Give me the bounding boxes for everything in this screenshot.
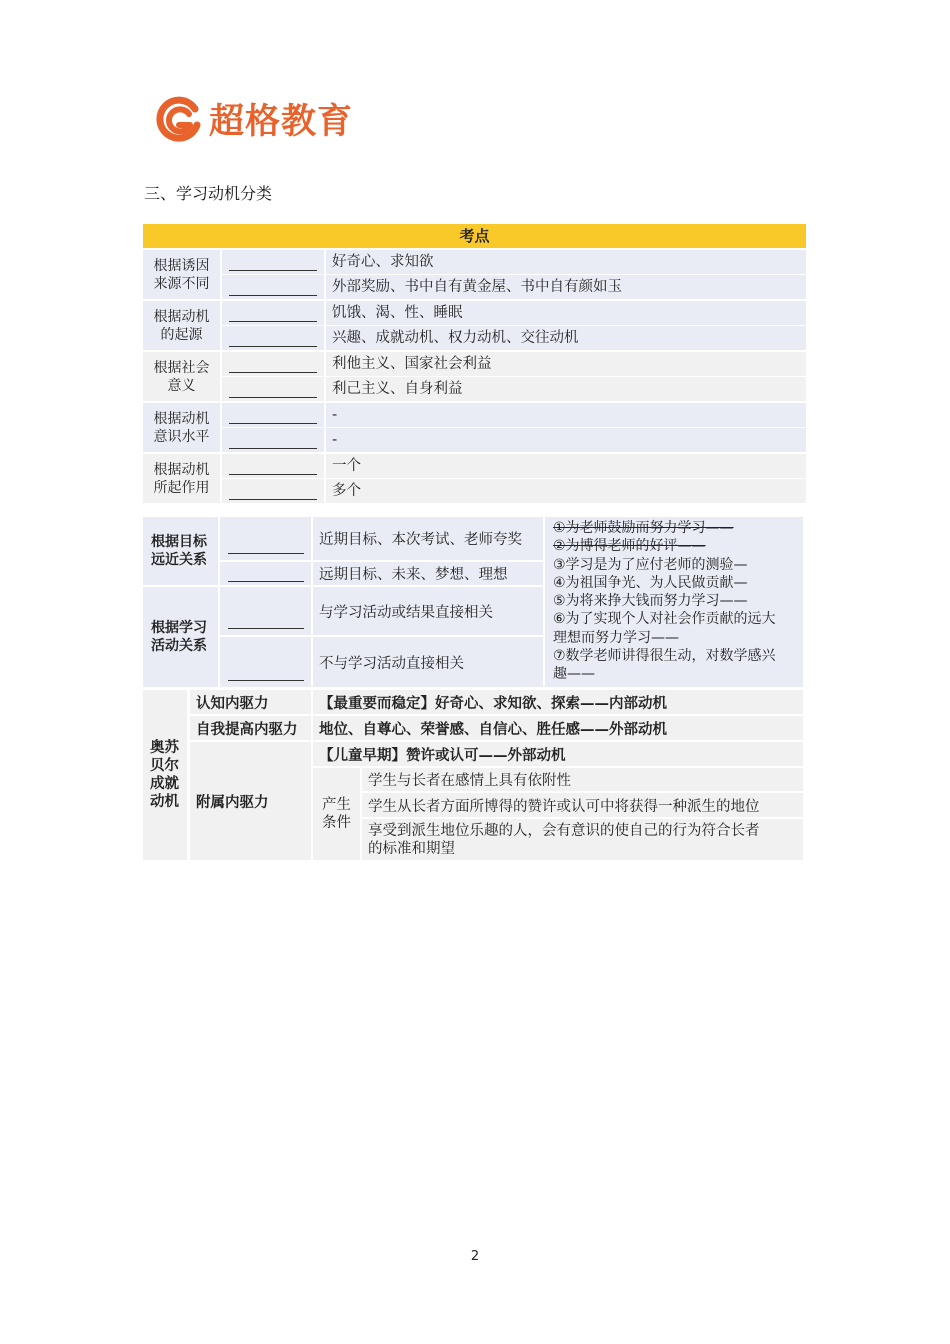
fill-blank xyxy=(222,352,324,376)
list-item: 理想而努力学习—— xyxy=(553,629,679,646)
table-row xyxy=(220,352,806,376)
row-value: 利己主义、自身利益 xyxy=(326,377,806,401)
table-header: 考点 xyxy=(143,224,806,248)
group-label: 根据动机 的起源 xyxy=(143,301,220,350)
drive-desc: 【儿童早期】赞许或认可——外部动机 xyxy=(313,742,803,766)
list-item: ①为老师鼓励而努力学习—— xyxy=(553,520,734,536)
fill-blank xyxy=(222,377,324,401)
table-group xyxy=(143,301,806,350)
table-row xyxy=(220,428,806,452)
fill-blank xyxy=(222,301,324,325)
list-item: ②为博得老师的好评—— xyxy=(553,538,706,555)
table-row xyxy=(220,403,806,427)
condition-item: 学生与长者在感情上具有依附性 xyxy=(362,768,803,791)
fill-blank xyxy=(220,637,311,687)
drive-name: 自我提高内驱力 xyxy=(190,716,311,740)
row-value: 外部奖励、书中自有黄金屋、书中自有颜如玉 xyxy=(326,275,806,299)
group-label: 根据动机 所起作用 xyxy=(143,454,220,503)
row-value: 一个 xyxy=(326,454,806,478)
fill-blank xyxy=(222,479,324,503)
group-label: 根据动机 意识水平 xyxy=(143,403,220,452)
brand-logo-icon xyxy=(155,95,203,143)
drive-desc: 地位、自尊心、荣誉感、自信心、胜任感——外部动机 xyxy=(313,716,803,740)
group-label: 根据社会 意义 xyxy=(143,352,220,401)
row-value: 与学习活动或结果直接相关 xyxy=(313,587,543,635)
table-row xyxy=(220,250,806,274)
fill-blank xyxy=(222,250,324,274)
row-value: 好奇心、求知欲 xyxy=(326,250,806,274)
ausubel-table xyxy=(143,690,803,860)
drive-name: 附属内驱力 xyxy=(190,742,311,860)
list-item: 趣—— xyxy=(553,666,595,683)
table-group xyxy=(143,352,806,401)
table-row xyxy=(220,454,806,478)
row-value: 近期目标、本次考试、老师夸奖 xyxy=(313,517,543,560)
motivation-table-2 xyxy=(143,517,803,687)
table-row xyxy=(220,301,806,325)
list-item: ⑤为将来挣大钱而努力学习—— xyxy=(553,593,748,610)
group-label: 根据诱因 来源不同 xyxy=(143,250,220,299)
table-group xyxy=(143,454,806,503)
drive-name: 认知内驱力 xyxy=(190,690,311,714)
fill-blank xyxy=(222,403,324,427)
row-value: 多个 xyxy=(326,479,806,503)
brand-logo-text: 超格教育 xyxy=(209,102,354,142)
table-row xyxy=(220,326,806,350)
condition-item: 享受到派生地位乐趣的人，会有意识的使自己的行为符合长者 的标准和期望 xyxy=(362,819,803,860)
group-label: 根据目标 远近关系 xyxy=(143,517,218,585)
fill-blank xyxy=(222,428,324,452)
fill-blank xyxy=(222,326,324,350)
table-row xyxy=(220,275,806,299)
list-item: ⑦数学老师讲得很生动，对数学感兴 xyxy=(553,648,776,665)
section-title: 三、学习动机分类 xyxy=(144,184,273,203)
page-number: 2 xyxy=(470,1249,480,1264)
list-item: ⑥为了实现个人对社会作贡献的远大 xyxy=(553,611,776,628)
row-value: 利他主义、国家社会利益 xyxy=(326,352,806,376)
table-group xyxy=(143,403,806,452)
table-row xyxy=(220,479,806,503)
side-label: 奥苏 贝尔 成就 动机 xyxy=(143,690,187,860)
row-value: 不与学习活动直接相关 xyxy=(313,637,543,687)
fill-blank xyxy=(220,517,311,560)
group-label: 根据学习 活动关系 xyxy=(143,587,218,687)
table-group xyxy=(143,250,806,299)
fill-blank xyxy=(220,562,311,585)
condition-item: 学生从长者方面所博得的赞许或认可中将获得一种派生的地位 xyxy=(362,793,803,817)
row-value: - xyxy=(326,428,806,452)
motivation-table-1 xyxy=(143,224,806,503)
table-row xyxy=(220,377,806,401)
row-value: 远期目标、未来、梦想、理想 xyxy=(313,562,543,585)
row-value: - xyxy=(326,403,806,427)
list-item: ③学习是为了应付老师的测验— xyxy=(553,556,748,573)
list-item: ④为祖国争光、为人民做贡献— xyxy=(553,574,748,591)
examples-list xyxy=(545,517,803,687)
condition-label: 产生 条件 xyxy=(313,768,360,860)
row-value: 兴趣、成就动机、权力动机、交往动机 xyxy=(326,326,806,350)
drive-desc: 【最重要而稳定】好奇心、求知欲、探索——内部动机 xyxy=(313,690,803,714)
row-value: 饥饿、渴、性、睡眠 xyxy=(326,301,806,325)
fill-blank xyxy=(222,454,324,478)
fill-blank xyxy=(222,275,324,299)
brand-logo xyxy=(155,92,353,146)
fill-blank xyxy=(220,587,311,635)
